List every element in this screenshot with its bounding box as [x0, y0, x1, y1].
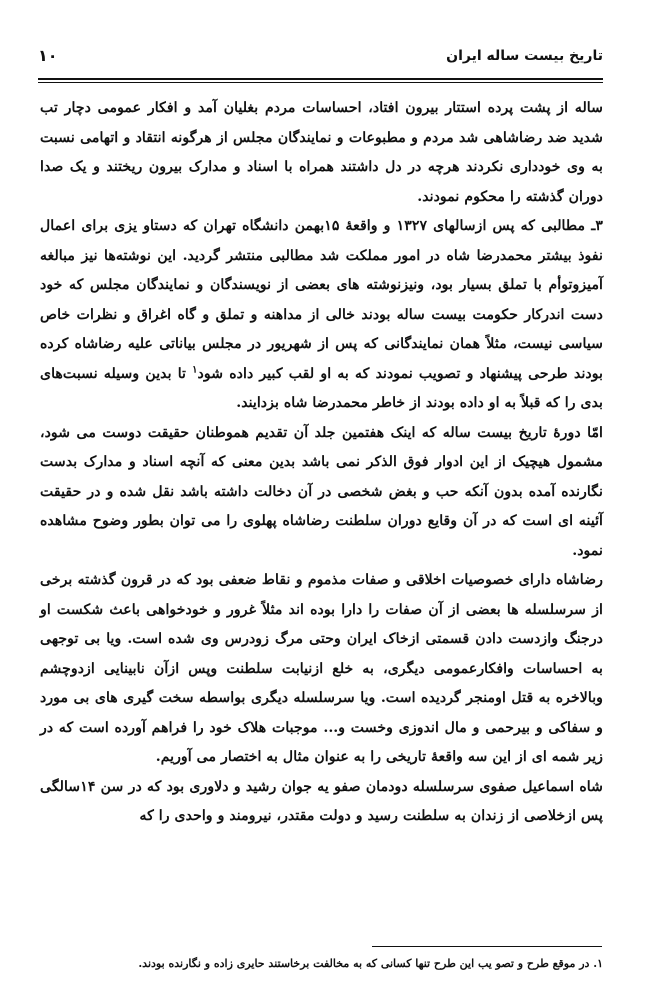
paragraph-2 — [40, 212, 603, 419]
header-rule-thin — [38, 82, 603, 83]
footnote-rule — [372, 946, 602, 947]
running-title: تاریخ بیست ساله ایران — [446, 48, 603, 64]
header-rule — [38, 78, 603, 80]
page-header — [38, 42, 603, 78]
paragraph-2-text: ۳ـ مطالبی که پس ازسالهای ۱۳۲۷ و واقعهٔ ۱۵بهمن دانشگاه تهران که دستاو یزی برای اعمال نفوذ بیشتر محمدرضا شاه در امور مملکت شد مطالبی منتشر گردید. این نوشته‌ها نیز مبالغه آمیزوتوأم با تملق بسیار بود، ونیزنوشته های بعضی از نویسندگان و نمایندگان مجلس که خود دست اندرکار حکومت بیست ساله بودند خالی از مداهنه و تملق و گاه اغراق و نظرات خاص سیاسی نیست، مثلاً همان نمایندگانی که پس از شهریور در مجلس بیاناتی علیه رضاشاه کرده بودند طرحی پیشنهاد و تصویب نمودند که به او لقب کبیر داده شود — [40, 218, 603, 382]
paragraph-4: رضاشاه دارای خصوصیات اخلاقی و صفات مذموم و نقاط ضعفی بود که در قرون گذشته برخی از سرسلسله ها بعضی از آن صفات را دارا بوده اند مثلاً غرور و خودخواهی باعث شکست او درجنگ وازدست دادن قسمتی ازخاک ایران وحتی مرگ زودرس وی شده است. ویا بی توجهی به احساسات وافکارعمومی دیگری، به خلع ازنیابت سلطنت وپس ازآن نابینایی ازدوچشم وبالاخره به قتل اومنجر گردیده است. ویا سرسلسله دیگری بواسطه سخت گیری های بی مورد و سفاکی و بیرحمی و مال اندوزی وخست و... موجبات هلاک خود را فراهم آورده است که در زیر شمه ای از این سه واقعهٔ تاریخی را به عنوان مثال به اختصار می آوریم. — [40, 572, 603, 765]
paragraph-1: ساله از پشت پرده استتار بیرون افتاد، احساسات مردم بغلیان آمد و افکار عمومی دچار تب شدید ضد رضاشاهی شد مردم و مطبوعات و نمایندگان مجلس از هرگونه انتقاد و اتهامی نسبت به وی خودداری نکردند هرچه در دل داشتند همراه با اسناد و مدارک بیرون ریختند و یک صدا دوران گذشته را محکوم نمودند. — [40, 100, 603, 205]
paragraph-2-continued: بدین وسیله نسبت‌های بدی را که قبلاً به او داده بودند از خاطر محمدرضا شاه بزدایند. — [40, 365, 603, 411]
paragraph-2-tail: تا — [177, 365, 193, 382]
footnote-reference: ۱ — [192, 363, 198, 375]
paragraph-5: شاه اسماعیل صفوی سرسلسله دودمان صفو یه جوان رشید و دلاوری بود که در سن ۱۴سالگی پس ازخلاصی از زندان به سلطنت رسید و دولت مقتدر، نیرومند و واحدی را که — [40, 778, 603, 824]
paragraph-3: امّا دورهٔ تاریخ بیست ساله که اینک هفتمین جلد آن تقدیم هموطنان حقیقت دوست می شود، مشمول هیچیک از این ادوار فوق الذکر نمی باشد بدین معنی که آنچه اسناد و مدارک بدست نگارنده آمده بدون آنکه حب و بغض شخصی در آن دخالت داشته باشد نقل شده و در حقیقت آئینه ای است که در آن وقایع دوران سلطنت رضاشاه پهلوی را می توان بطور وضوح مشاهده نمود. — [40, 424, 603, 559]
body-text — [40, 94, 603, 832]
page-number: ۱۰ — [38, 46, 58, 65]
footnote: ۱. در موقع طرح و تصو یب این طرح تنها کسانی که به مخالفت برخاستند حایری زاده و نگارنده بودند. — [138, 957, 603, 970]
